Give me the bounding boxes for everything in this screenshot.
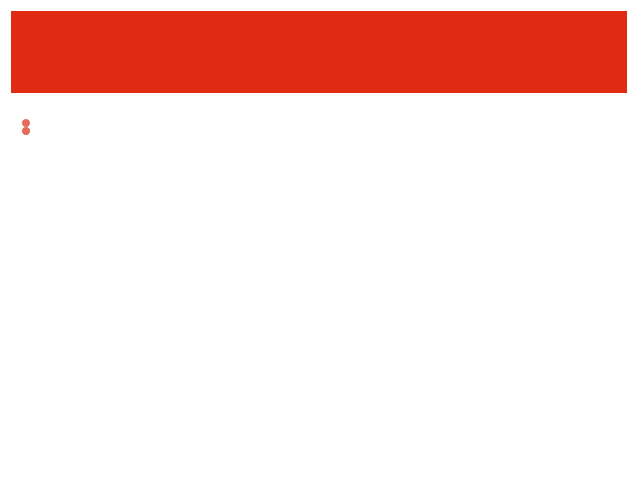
bullet-dot-icon [22, 127, 30, 135]
bullet-list [22, 108, 622, 116]
bullet-dot-icon [22, 119, 30, 127]
title-bar [11, 11, 627, 93]
